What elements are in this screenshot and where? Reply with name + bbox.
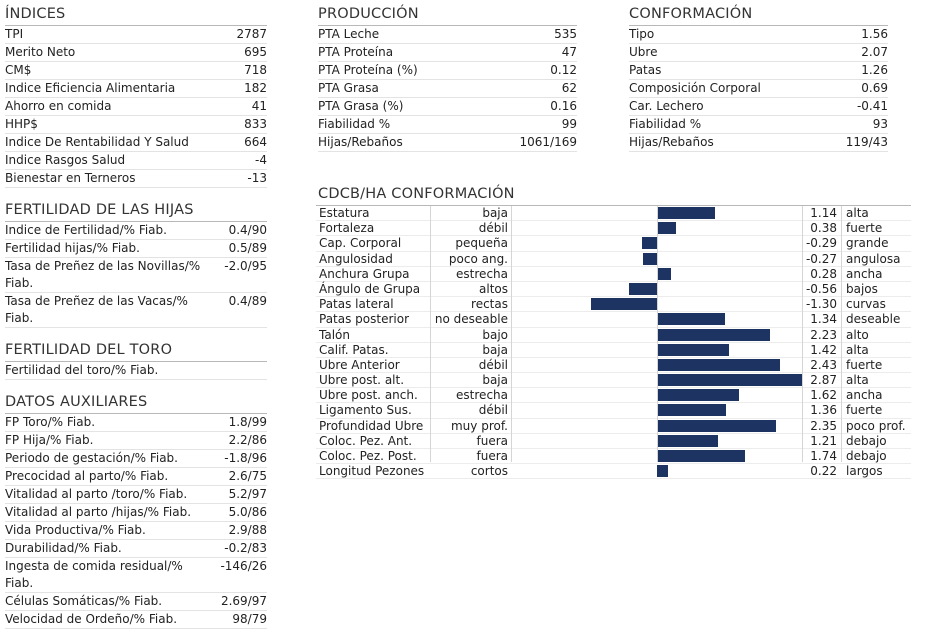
cdcb-high-descriptor: alta bbox=[846, 373, 869, 388]
fertilidad-hijas-label: Tasa de Preñez de las Novillas/% Fiab. bbox=[5, 259, 201, 290]
cdcb-low-descriptor: pequeña bbox=[455, 236, 508, 251]
cdcb-value: 2.87 bbox=[810, 373, 837, 388]
cdcb-bar bbox=[657, 404, 726, 416]
cdcb-high-descriptor: fuerte bbox=[846, 357, 883, 372]
datos-auxiliares-row bbox=[5, 593, 267, 611]
cdcb-trait-label: Fortaleza bbox=[319, 221, 375, 236]
fertilidad-hijas-row bbox=[5, 293, 267, 328]
cdcb-bar bbox=[657, 420, 776, 432]
conformacion-value: 1.26 bbox=[861, 63, 888, 77]
cdcb-row bbox=[316, 388, 911, 403]
cdcb-high-descriptor: bajos bbox=[846, 281, 878, 296]
cdcb-bar bbox=[657, 359, 780, 371]
indices-title: ÍNDICES bbox=[5, 6, 267, 26]
datos-auxiliares-row bbox=[5, 558, 267, 593]
datos-auxiliares-section bbox=[5, 394, 267, 629]
cdcb-high-descriptor: angulosa bbox=[846, 251, 901, 266]
datos-auxiliares-label: Vida Productiva/% Fiab. bbox=[5, 523, 146, 537]
fertilidad-toro-label: Fertilidad del toro/% Fiab. bbox=[5, 363, 159, 377]
conformacion-title: CONFORMACIÓN bbox=[629, 6, 888, 26]
indices-value: -13 bbox=[247, 171, 267, 185]
cdcb-bar bbox=[629, 283, 657, 295]
cdcb-bar bbox=[657, 465, 668, 477]
indices-table bbox=[5, 26, 267, 188]
cdcb-bar bbox=[657, 450, 745, 462]
indices-row bbox=[5, 116, 267, 134]
conformacion-row bbox=[629, 44, 888, 62]
cdcb-trait-label: Cap. Corporal bbox=[319, 236, 402, 251]
cdcb-trait-label: Longitud Pezones bbox=[319, 464, 425, 479]
produccion-label: PTA Grasa (%) bbox=[318, 99, 404, 113]
fertilidad-hijas-label: Fertilidad hijas/% Fiab. bbox=[5, 241, 140, 255]
cdcb-high-descriptor: ancha bbox=[846, 266, 883, 281]
produccion-row bbox=[318, 26, 577, 44]
cdcb-row bbox=[316, 312, 911, 327]
cdcb-low-descriptor: fuera bbox=[476, 449, 508, 463]
conformacion-value: 119/43 bbox=[845, 135, 888, 149]
cdcb-low-descriptor: débil bbox=[478, 357, 508, 372]
cdcb-trait-label: Ubre Anterior bbox=[319, 357, 400, 372]
divider-chart-left bbox=[511, 206, 512, 462]
indices-row bbox=[5, 80, 267, 98]
conformacion-row bbox=[629, 80, 888, 98]
produccion-row bbox=[318, 80, 577, 98]
cdcb-trait-label: Estatura bbox=[319, 206, 370, 220]
indices-section bbox=[5, 6, 267, 188]
indices-row bbox=[5, 98, 267, 116]
cdcb-high-descriptor: poco prof. bbox=[846, 418, 906, 433]
fertilidad-hijas-value: 0.4/90 bbox=[228, 223, 267, 237]
datos-auxiliares-title: DATOS AUXILIARES bbox=[5, 394, 267, 414]
cdcb-row bbox=[316, 297, 911, 312]
datos-auxiliares-value: 2.69/97 bbox=[220, 594, 267, 608]
produccion-label: PTA Leche bbox=[318, 27, 380, 41]
cdcb-high-descriptor: fuerte bbox=[846, 221, 883, 236]
divider-zero-axis bbox=[657, 206, 658, 462]
cdcb-high-descriptor: debajo bbox=[846, 449, 887, 463]
cdcb-bar bbox=[657, 344, 729, 356]
fertilidad-hijas-row bbox=[5, 222, 267, 240]
fertilidad-toro-title: FERTILIDAD DEL TORO bbox=[5, 342, 267, 362]
indices-label: Ahorro en comida bbox=[5, 99, 112, 113]
indices-row bbox=[5, 26, 267, 44]
conformacion-label: Hijas/Rebaños bbox=[629, 135, 714, 149]
cdcb-row bbox=[316, 464, 911, 479]
cdcb-low-descriptor: bajo bbox=[482, 327, 508, 342]
indices-label: Indice Eficiencia Alimentaria bbox=[5, 81, 176, 95]
datos-auxiliares-row bbox=[5, 414, 267, 432]
cdcb-low-descriptor: cortos bbox=[470, 464, 508, 479]
datos-auxiliares-value: 2.9/88 bbox=[228, 523, 267, 537]
indices-value: -4 bbox=[255, 153, 267, 167]
cdcb-row bbox=[316, 373, 911, 388]
datos-auxiliares-label: Ingesta de comida residual/% Fiab. bbox=[5, 559, 183, 590]
datos-auxiliares-value: 1.8/99 bbox=[228, 415, 267, 429]
fertilidad-hijas-label: Indice de Fertilidad/% Fiab. bbox=[5, 223, 167, 237]
datos-auxiliares-label: FP Toro/% Fiab. bbox=[5, 415, 96, 429]
cdcb-trait-label: Talón bbox=[319, 327, 350, 342]
cdcb-title: CDCB/HA CONFORMACIÓN bbox=[316, 186, 911, 206]
indices-row bbox=[5, 134, 267, 152]
produccion-row bbox=[318, 116, 577, 134]
cdcb-low-descriptor: estrecha bbox=[456, 266, 508, 281]
cdcb-value: 0.22 bbox=[810, 464, 837, 479]
cdcb-high-descriptor: grande bbox=[846, 236, 889, 251]
indices-row bbox=[5, 62, 267, 80]
cdcb-row bbox=[316, 403, 911, 418]
cdcb-bar bbox=[657, 329, 770, 341]
divider-value bbox=[841, 206, 842, 462]
cdcb-value: 0.28 bbox=[810, 266, 837, 281]
datos-auxiliares-value: 2.2/86 bbox=[228, 433, 267, 447]
produccion-table bbox=[318, 26, 577, 152]
cdcb-value: 1.34 bbox=[810, 312, 837, 327]
indices-label: CM$ bbox=[5, 63, 32, 77]
produccion-title: PRODUCCIÓN bbox=[318, 6, 577, 26]
conformacion-row bbox=[629, 116, 888, 134]
datos-auxiliares-label: Precocidad al parto/% Fiab. bbox=[5, 469, 169, 483]
indices-value: 695 bbox=[244, 45, 267, 59]
cdcb-low-descriptor: fuera bbox=[476, 433, 508, 448]
fertilidad-hijas-row bbox=[5, 240, 267, 258]
cdcb-bar bbox=[657, 435, 718, 447]
fertilidad-hijas-row bbox=[5, 258, 267, 293]
datos-auxiliares-label: Periodo de gestación/% Fiab. bbox=[5, 451, 178, 465]
conformacion-value: 1.56 bbox=[861, 27, 888, 41]
cdcb-low-descriptor: débil bbox=[478, 221, 508, 236]
indices-value: 41 bbox=[251, 99, 267, 113]
cdcb-row bbox=[316, 206, 911, 221]
cdcb-row bbox=[316, 328, 911, 343]
cdcb-row bbox=[316, 221, 911, 236]
cdcb-high-descriptor: alto bbox=[846, 327, 869, 342]
cdcb-value: 0.38 bbox=[810, 221, 837, 236]
datos-auxiliares-label: Durabilidad/% Fiab. bbox=[5, 541, 122, 555]
indices-value: 2787 bbox=[236, 27, 267, 41]
cdcb-low-descriptor: altos bbox=[479, 281, 508, 296]
fertilidad-toro-section bbox=[5, 342, 267, 380]
cdcb-trait-label: Ubre post. anch. bbox=[319, 388, 418, 403]
indices-value: 718 bbox=[244, 63, 267, 77]
indices-value: 664 bbox=[244, 135, 267, 149]
datos-auxiliares-value: -146/26 bbox=[220, 559, 267, 573]
conformacion-value: 2.07 bbox=[861, 45, 888, 59]
cdcb-row bbox=[316, 252, 911, 267]
produccion-value: 99 bbox=[561, 117, 577, 131]
cdcb-conformacion-chart bbox=[316, 186, 911, 479]
cdcb-trait-label: Patas posterior bbox=[319, 312, 410, 327]
conformacion-label: Tipo bbox=[629, 27, 655, 41]
conformacion-table bbox=[629, 26, 888, 152]
datos-auxiliares-value: 5.0/86 bbox=[228, 505, 267, 519]
datos-auxiliares-row bbox=[5, 504, 267, 522]
produccion-row bbox=[318, 134, 577, 152]
conformacion-row bbox=[629, 26, 888, 44]
cdcb-low-descriptor: muy prof. bbox=[450, 418, 508, 433]
fertilidad-toro-row bbox=[5, 362, 267, 380]
conformacion-section bbox=[629, 6, 888, 152]
cdcb-value: 1.42 bbox=[810, 342, 837, 357]
produccion-row bbox=[318, 62, 577, 80]
left-column bbox=[5, 6, 267, 629]
cdcb-row bbox=[316, 434, 911, 449]
cdcb-trait-label: Profundidad Ubre bbox=[319, 418, 424, 433]
datos-auxiliares-label: Vitalidad al parto /toro/% Fiab. bbox=[5, 487, 188, 501]
datos-auxiliares-row bbox=[5, 522, 267, 540]
datos-auxiliares-value: 5.2/97 bbox=[228, 487, 267, 501]
conformacion-label: Ubre bbox=[629, 45, 658, 59]
cdcb-trait-label: Patas lateral bbox=[319, 297, 394, 312]
divider-chart-right bbox=[802, 206, 803, 462]
conformacion-value: 93 bbox=[872, 117, 888, 131]
produccion-value: 1061/169 bbox=[519, 135, 577, 149]
produccion-section bbox=[318, 6, 577, 152]
datos-auxiliares-table bbox=[5, 414, 267, 629]
fertilidad-hijas-table bbox=[5, 222, 267, 328]
cdcb-rows bbox=[316, 206, 911, 479]
conformacion-value: 0.69 bbox=[861, 81, 888, 95]
produccion-label: Hijas/Rebaños bbox=[318, 135, 403, 149]
cdcb-low-descriptor: débil bbox=[478, 403, 508, 418]
indices-row bbox=[5, 44, 267, 62]
cdcb-value: 1.62 bbox=[810, 388, 837, 403]
cdcb-value: 1.36 bbox=[810, 403, 837, 418]
cdcb-bar bbox=[657, 222, 676, 234]
cdcb-trait-label: Anchura Grupa bbox=[319, 266, 410, 281]
cdcb-low-descriptor: baja bbox=[482, 206, 508, 220]
cdcb-bar bbox=[657, 389, 739, 401]
indices-value: 182 bbox=[244, 81, 267, 95]
conformacion-row bbox=[629, 62, 888, 80]
cdcb-low-descriptor: poco ang. bbox=[448, 251, 508, 266]
indices-label: Bienestar en Terneros bbox=[5, 171, 136, 185]
datos-auxiliares-label: Células Somáticas/% Fiab. bbox=[5, 594, 163, 608]
produccion-value: 47 bbox=[561, 45, 577, 59]
indices-label: Merito Neto bbox=[5, 45, 76, 59]
cdcb-value: 1.21 bbox=[810, 433, 837, 448]
cdcb-high-descriptor: curvas bbox=[846, 297, 886, 312]
indices-label: HHP$ bbox=[5, 117, 38, 131]
indices-label: Indice De Rentabilidad Y Salud bbox=[5, 135, 189, 149]
produccion-label: Fiabilidad % bbox=[318, 117, 391, 131]
indices-value: 833 bbox=[244, 117, 267, 131]
cdcb-low-descriptor: estrecha bbox=[456, 388, 508, 403]
cdcb-trait-label: Ubre post. alt. bbox=[319, 373, 405, 388]
produccion-value: 62 bbox=[561, 81, 577, 95]
produccion-value: 535 bbox=[554, 27, 577, 41]
cdcb-value: -0.56 bbox=[805, 281, 837, 296]
cdcb-trait-label: Coloc. Pez. Post. bbox=[319, 449, 417, 463]
indices-label: Indice Rasgos Salud bbox=[5, 153, 126, 167]
fertilidad-hijas-value: 0.5/89 bbox=[228, 241, 267, 255]
cdcb-bar bbox=[657, 207, 715, 219]
datos-auxiliares-value: 2.6/75 bbox=[228, 469, 267, 483]
conformacion-label: Fiabilidad % bbox=[629, 117, 702, 131]
produccion-value: 0.16 bbox=[550, 99, 577, 113]
conformacion-value: -0.41 bbox=[856, 99, 888, 113]
cdcb-value: 2.43 bbox=[810, 357, 837, 372]
cdcb-row bbox=[316, 267, 911, 282]
cdcb-trait-label: Ángulo de Grupa bbox=[319, 281, 421, 296]
cdcb-low-descriptor: baja bbox=[482, 373, 508, 388]
produccion-label: PTA Grasa bbox=[318, 81, 379, 95]
cdcb-value: -0.27 bbox=[805, 251, 837, 266]
datos-auxiliares-value: 98/79 bbox=[232, 612, 267, 626]
cdcb-high-descriptor: debajo bbox=[846, 433, 887, 448]
fertilidad-hijas-label: Tasa de Preñez de las Vacas/% Fiab. bbox=[5, 294, 188, 325]
cdcb-trait-label: Ligamento Sus. bbox=[319, 403, 412, 418]
cdcb-high-descriptor: ancha bbox=[846, 388, 883, 403]
cdcb-value: -1.30 bbox=[805, 297, 837, 312]
cdcb-row bbox=[316, 419, 911, 434]
produccion-row bbox=[318, 44, 577, 62]
cdcb-value: 2.35 bbox=[810, 418, 837, 433]
conformacion-label: Car. Lechero bbox=[629, 99, 704, 113]
cdcb-trait-label: Angulosidad bbox=[319, 251, 393, 266]
cdcb-bar bbox=[591, 298, 657, 310]
produccion-label: PTA Proteína (%) bbox=[318, 63, 418, 77]
cdcb-low-descriptor: rectas bbox=[471, 297, 508, 312]
datos-auxiliares-row bbox=[5, 432, 267, 450]
datos-auxiliares-row bbox=[5, 486, 267, 504]
cdcb-bar bbox=[643, 253, 657, 265]
cdcb-bar bbox=[657, 268, 671, 280]
cdcb-value: -0.29 bbox=[805, 236, 837, 251]
datos-auxiliares-value: -0.2/83 bbox=[224, 541, 267, 555]
datos-auxiliares-label: FP Hija/% Fiab. bbox=[5, 433, 94, 447]
cdcb-value: 1.14 bbox=[810, 206, 837, 220]
cdcb-bar bbox=[657, 313, 725, 325]
datos-auxiliares-row bbox=[5, 450, 267, 468]
datos-auxiliares-label: Vitalidad al parto /hijas/% Fiab. bbox=[5, 505, 192, 519]
cdcb-high-descriptor: alta bbox=[846, 342, 869, 357]
cdcb-trait-label: Calif. Patas. bbox=[319, 342, 389, 357]
datos-auxiliares-row bbox=[5, 540, 267, 558]
cdcb-row bbox=[316, 282, 911, 297]
cdcb-row bbox=[316, 343, 911, 358]
datos-auxiliares-label: Velocidad de Ordeño/% Fiab. bbox=[5, 612, 178, 626]
cdcb-high-descriptor: largos bbox=[846, 464, 883, 479]
cdcb-row bbox=[316, 449, 911, 464]
produccion-label: PTA Proteína bbox=[318, 45, 394, 59]
produccion-row bbox=[318, 98, 577, 116]
cdcb-trait-label: Coloc. Pez. Ant. bbox=[319, 433, 413, 448]
cdcb-low-descriptor: no deseable bbox=[434, 312, 508, 327]
cdcb-value: 2.23 bbox=[810, 327, 837, 342]
divider-desc bbox=[430, 206, 431, 462]
fertilidad-toro-table bbox=[5, 362, 267, 380]
datos-auxiliares-row bbox=[5, 611, 267, 629]
cdcb-high-descriptor: deseable bbox=[846, 312, 901, 327]
cdcb-row bbox=[316, 358, 911, 373]
conformacion-label: Patas bbox=[629, 63, 662, 77]
datos-auxiliares-row bbox=[5, 468, 267, 486]
cdcb-row bbox=[316, 236, 911, 251]
fertilidad-hijas-title: FERTILIDAD DE LAS HIJAS bbox=[5, 202, 267, 222]
cdcb-high-descriptor: fuerte bbox=[846, 403, 883, 418]
datos-auxiliares-value: -1.8/96 bbox=[224, 451, 267, 465]
cdcb-value: 1.74 bbox=[810, 449, 837, 463]
cdcb-high-descriptor: alta bbox=[846, 206, 869, 220]
cdcb-low-descriptor: baja bbox=[482, 342, 508, 357]
conformacion-row bbox=[629, 98, 888, 116]
indices-row bbox=[5, 170, 267, 188]
conformacion-label: Composición Corporal bbox=[629, 81, 761, 95]
fertilidad-hijas-value: 0.4/89 bbox=[228, 294, 267, 308]
indices-label: TPI bbox=[5, 27, 24, 41]
conformacion-row bbox=[629, 134, 888, 152]
fertilidad-hijas-section bbox=[5, 202, 267, 328]
produccion-value: 0.12 bbox=[550, 63, 577, 77]
cdcb-bar bbox=[642, 237, 657, 249]
fertilidad-hijas-value: -2.0/95 bbox=[224, 259, 267, 273]
indices-row bbox=[5, 152, 267, 170]
cdcb-bar bbox=[657, 374, 802, 386]
